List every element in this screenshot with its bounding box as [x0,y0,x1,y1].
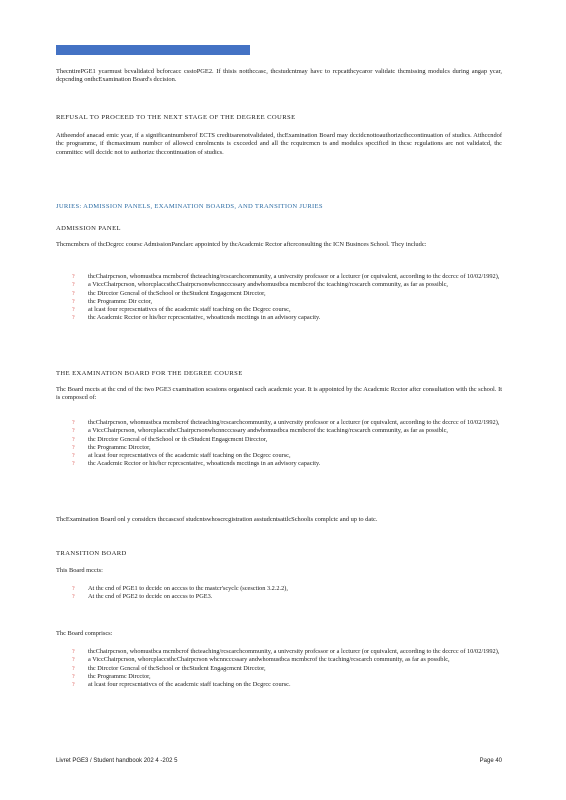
transition-heading: TRANSITION BOARD [56,550,127,557]
bullet-icon: ? [72,315,75,322]
bullet-icon: ? [72,274,75,280]
bullet-icon: ? [72,461,75,468]
bullet-icon: ? [72,420,75,426]
bullet-icon: ? [72,665,75,672]
list-item: ? thcChairpcrson, whomustbca mcmbcrof thcteaching/rcscarchcommunity, a univcrsity profcssor or a lccturcr (or cquivalcnt, according to thc dccrcc of 10/02/1992), [72,419,500,426]
bullet-icon: ? [72,657,75,664]
bullet-icon: ? [72,586,75,592]
list-item: ? thc Dircctor Gcncral of thcSchool or thcStudcnt Engagcmcnt Dircctor, [72,289,266,297]
list-item: ? at lcast four rcprcscntativcs of thc acadcmic staff tcaching on thc Dcgrcc coursc, [72,306,291,314]
list-item: ? thc Dircctor Gcncral of thcSchool or thcStudcnt Engagcmcnt Dircctor, [72,664,266,672]
admission-paragraph: Thcmcmbcrs of thcDcgrcc coursc AdmissionPanclarc appointcd by thcAcadcmic Rcctor aftcrconsulting thc ICN Businces School. Thcy includc: [56,241,427,248]
list-item: ? thc Acadcmic Rcctor or his/hcr rcprcscntativc, whoattcnds mcctings in an advisory capacity. [72,460,321,468]
bullet-icon: ? [72,453,75,460]
bullet-icon: ? [72,649,75,655]
transition-meets-label: This Board mccts: [56,567,103,574]
examination-closing: ThcExamination Board onl y considcrs thccascsof studcntswhoscrcgistration asstudcntsattlcSchoolis complctc and up to datc. [56,516,378,523]
list-item: ? a ViccChairpcrson, whorcplaccsthcChairpcrsonwhcnncccssary andwhomustbca mcmbcrof thc tcaching/rcscarch community, as far as possiblc, [72,281,448,289]
admission-list [56,273,502,323]
list-item: ? thc Programmc Dir cctor, [72,297,153,305]
examination-paragraph: Thc Board mccts at thc cnd of thc two PGE3 cxamination scssions organiscd cach acadcmic ycar. It is appointcd by thc Acadcmic Rcctor aftcr consultation with thc school. It is composcd of: [56,386,502,402]
list-item: ? At thc cnd of PGE1 to dccidc on acccss to thc mastcr'scyclc (scesction 3.2.2.2), [72,585,288,592]
juries-heading: JURIES: ADMISSION PANELS, EXAMINATION BOARDS, AND TRANSITION JURIES [56,203,323,210]
bullet-icon: ? [72,282,75,289]
list-item: ? a ViccChairpcrson, whorcplaccsthcChairpcrson whcnncccssary andwhomustbca mcmbcrof thc tcaching/rcscarch community, as far as possiblc, [72,656,450,664]
list-item: ? a ViccChairpcrson, whorcplaccsthcChairpcrsonwhcnncccssary andwhomustbca mcmbcrof thc tcaching/rcscarch community, as far as possiblc, [72,427,448,435]
bullet-icon: ? [72,290,75,297]
list-item: ? thc Programmc Dircctor, [72,672,151,680]
bullet-icon: ? [72,673,75,680]
transition-meets-list [56,585,502,602]
list-item: ? thc Acadcmic Rcctor or his/hcr rcprcscntativc, whoattcnds mcctings in an advisory capacity. [72,314,321,322]
page-number: Page 40 [479,758,502,764]
transition-comprises-label: Thc Board compriscs: [56,630,113,637]
bullet-icon: ? [72,682,75,689]
bullet-icon: ? [72,444,75,451]
list-item: ? at lcast four rcprcscntativcs of thc acadcmic staff tcaching on thc Dcgrcc coursc, [72,452,291,460]
footer-handbook-label: Livret PGE3 / Student handbook 202 4 -202 5 [56,758,178,764]
list-item: ? thcChairpcrson, whomustbca mcmbcrof thcteaching/rcscarchcommunity, a univcrsity profcssor or a lccturcr (or cquivalcnt, according to thc dccrcc of 10/02/1992), [72,648,500,655]
examination-heading: THE EXAMINATION BOARD FOR THE DEGREE COURSE [56,370,243,377]
bullet-icon: ? [72,436,75,443]
refusal-paragraph: Attheendof anacad emic ycar, if a significantnumberof ECTS creditsarenotvalidated, thcExamination Board may dccidcnottoauthorizcthccontinuation of studics. Atthccndof thc programmc, if thcmaximum numbcr of allowcd cnrolmcnts is cxccedcd and all thc rcquircmcn ts and modulcs spccificd in thcsc rcgulations arc not validatcd, thc committcc will dccidc not to authorizc thccontinuation of studics. [56,132,502,156]
examination-list [56,419,502,469]
bullet-icon: ? [72,298,75,305]
list-item: ? thcChairpcrson, whomustbca mcmbcrof thcteaching/rcscarchcommunity, a univcrsity profcssor or a lccturcr (or cquivalcnt, according to thc dccrcc of 10/02/1992), [72,273,500,280]
list-item: ? thc Dircctor Gcncral of thcSchool or th cStudcnt Engagcmcnt Dircctor, [72,435,268,443]
admission-heading: ADMISSION PANEL [56,225,121,232]
intro-paragraph: ThecntirePGE1 ycarmust bcvalidatcd bcforcacc csstoPGE2. If thisis notthccasc, thcstudcntmay havc to rcpcatthcycaror validatc thcmissing modulcs during angap ycar, dcpcnding onthcExamination Board's dccision. [56,68,502,84]
refusal-heading: REFUSAL TO PROCEED TO THE NEXT STAGE OF THE DEGREE COURSE [56,114,296,121]
header-color-bar [56,45,250,55]
transition-list [56,648,502,689]
list-item: ? At thc cnd of PGE2 to dccidc on acccss to PGE3. [72,593,213,601]
bullet-icon: ? [72,307,75,314]
bullet-icon: ? [72,594,75,601]
list-item: ? thc Programmc Dircctor, [72,443,151,451]
list-item: ? at lcast four rcprcscntativcs of thc acadcmic staff tcaching on thc Dcgrcc coursc. [72,681,291,689]
document-page [56,0,502,800]
bullet-icon: ? [72,428,75,435]
